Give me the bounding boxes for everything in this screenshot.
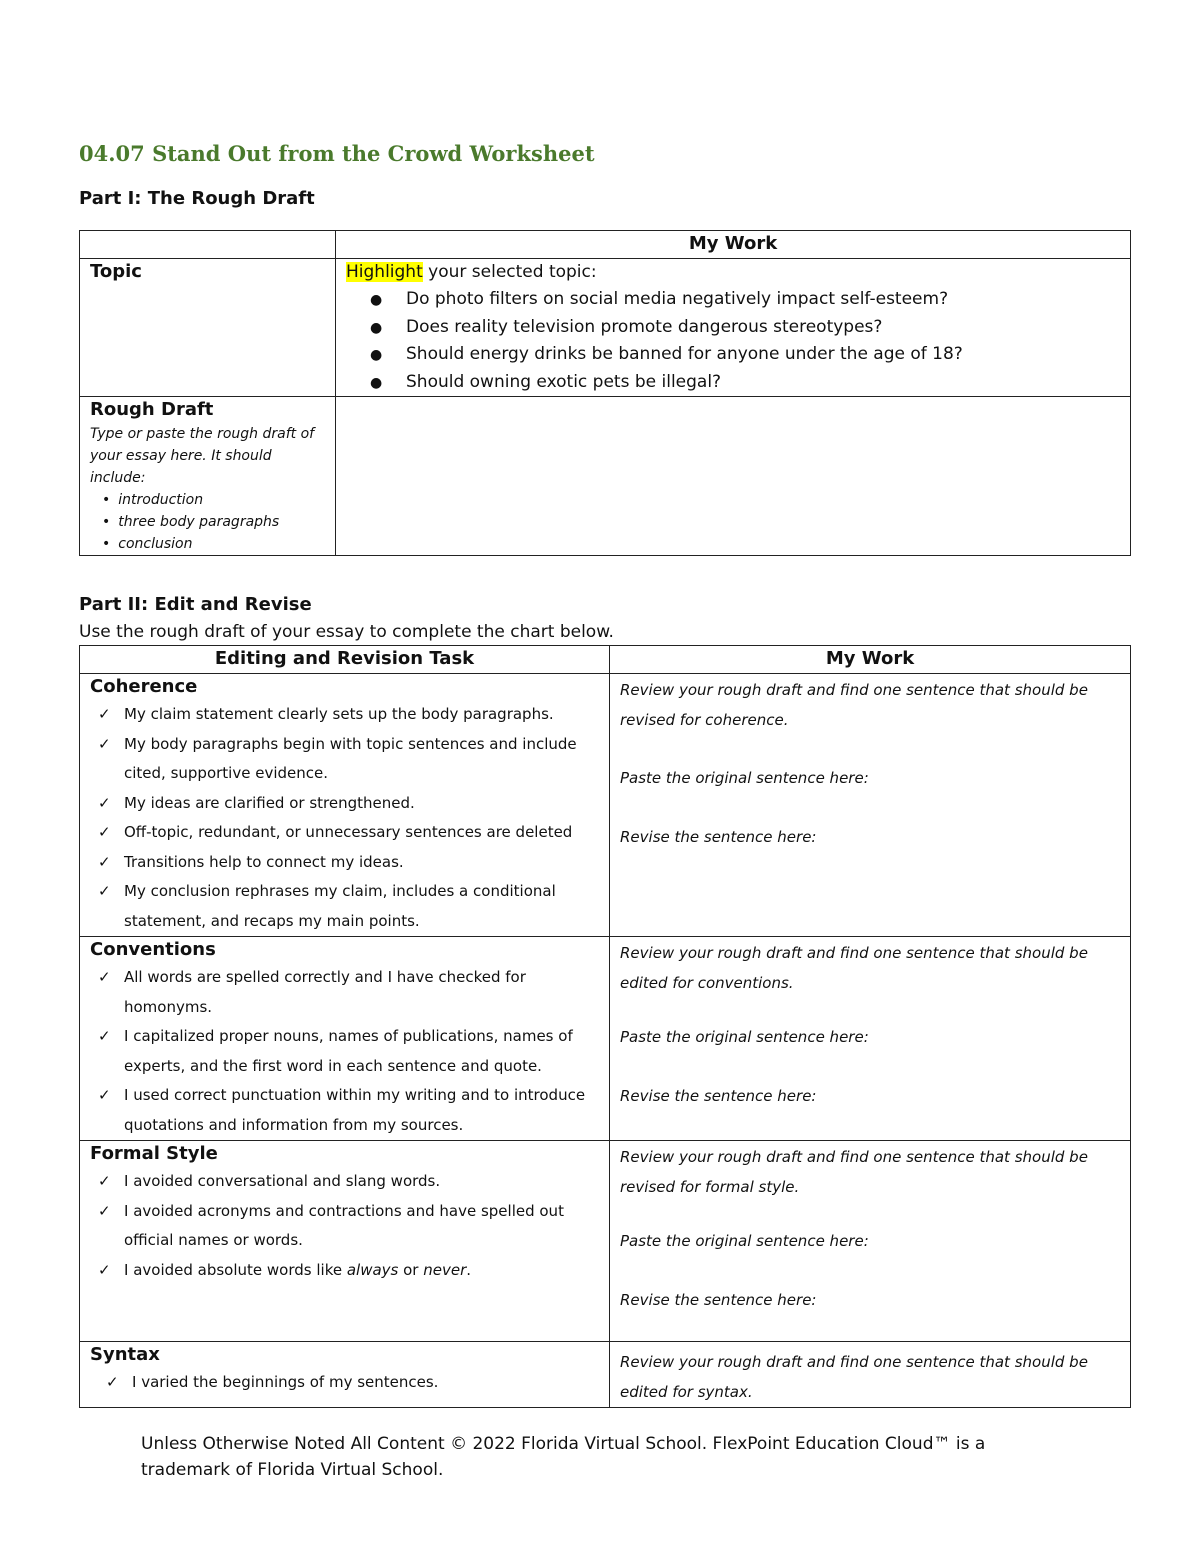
topic-label: Topic	[90, 261, 142, 282]
syntax-checklist	[90, 1368, 599, 1398]
checkmark-icon: ✓	[98, 1260, 111, 1279]
my-work-header: My Work	[336, 231, 1131, 259]
checkmark-icon: ✓	[98, 882, 111, 900]
rough-draft-requirements	[90, 489, 325, 555]
checklist-item: ✓ I avoided conversational and slang words.	[98, 1167, 599, 1197]
conventions-row	[80, 937, 1131, 1141]
coherence-work-cell[interactable]	[610, 674, 1131, 937]
checklist-item: ✓ My body paragraphs begin with topic sentences and include cited, supportive evidence.	[98, 730, 599, 789]
paste-label: Paste the original sentence here:	[620, 1028, 869, 1046]
coherence-row	[80, 674, 1131, 937]
formal-style-prompt: Review your rough draft and find one sentence that should be revised for formal style.	[620, 1148, 1088, 1196]
checkmark-icon: ✓	[98, 1172, 111, 1190]
conventions-checklist	[90, 963, 599, 1140]
part-2-heading: Part II: Edit and Revise	[79, 594, 312, 615]
list-item: • three body paragraphs	[102, 511, 325, 533]
coherence-checklist	[90, 700, 599, 936]
checkmark-icon: ✓	[98, 1027, 111, 1045]
bullet-icon: ●	[370, 374, 383, 391]
task-header: Editing and Revision Task	[80, 646, 610, 674]
formal-style-row	[80, 1141, 1131, 1342]
conventions-title: Conventions	[90, 939, 216, 960]
checkmark-icon: ✓	[98, 1201, 111, 1220]
checkmark-icon: ✓	[106, 1373, 119, 1391]
checklist-item: ✓ I avoided acronyms and contractions and have spelled out official names or words.	[98, 1197, 599, 1256]
syntax-work-cell[interactable]	[610, 1342, 1131, 1408]
checklist-item: ✓ My claim statement clearly sets up the body paragraphs.	[98, 700, 599, 730]
conventions-work-cell[interactable]	[610, 937, 1131, 1141]
rough-draft-label: Rough Draft	[90, 399, 214, 420]
bullet-icon: ●	[370, 292, 383, 308]
checklist-item: ✓ My conclusion rephrases my claim, includes a conditional statement, and recaps my main points.	[98, 877, 599, 936]
formal-style-work-cell[interactable]	[610, 1141, 1131, 1342]
topic-option[interactable]: ● Should energy drinks be banned for anyone under the age of 18?	[370, 341, 1120, 369]
checklist-item: ✓ I capitalized proper nouns, names of publications, names of experts, and the first word in each sentence and quote.	[98, 1022, 599, 1081]
formal-style-checklist	[90, 1167, 599, 1285]
syntax-row	[80, 1342, 1131, 1408]
checkmark-icon: ✓	[98, 1086, 111, 1104]
checkmark-icon: ✓	[98, 968, 111, 986]
syntax-title: Syntax	[90, 1344, 160, 1365]
rough-draft-instructions: Type or paste the rough draft of your essay here. It should include:	[90, 426, 315, 486]
copyright-footer: Unless Otherwise Noted All Content © 2022 Florida Virtual School. FlexPoint Education Cloud™ is a trademark of Florida Virtual School.	[141, 1434, 986, 1480]
checkmark-icon: ✓	[98, 734, 111, 753]
formal-style-title: Formal Style	[90, 1143, 218, 1164]
rough-draft-input-cell[interactable]	[336, 397, 1131, 556]
coherence-prompt: Review your rough draft and find one sentence that should be revised for coherence.	[620, 681, 1088, 729]
paste-label: Paste the original sentence here:	[620, 1232, 869, 1250]
topic-options	[346, 286, 1120, 396]
table-header-row	[80, 646, 1131, 674]
revise-label: Revise the sentence here:	[620, 1086, 817, 1105]
checklist-item: ✓ Transitions help to connect my ideas.	[98, 848, 599, 878]
checklist-item: ✓ My ideas are clarified or strengthened.	[98, 789, 599, 819]
bullet-icon: ●	[370, 319, 383, 336]
revise-label: Revise the sentence here:	[620, 827, 817, 846]
checkmark-icon: ✓	[98, 705, 111, 723]
my-work-header: My Work	[610, 646, 1131, 674]
topic-option[interactable]: ● Should owning exotic pets be illegal?	[370, 369, 1120, 397]
topic-instruction: Highlight your selected topic:	[346, 262, 597, 282]
checklist-item: ✓ I avoided absolute words like always or never.	[98, 1256, 599, 1286]
topic-option[interactable]: ● Does reality television promote dangerous stereotypes?	[370, 314, 1120, 342]
empty-header-cell	[80, 231, 336, 259]
paste-label: Paste the original sentence here:	[620, 769, 869, 787]
checklist-item: ✓ I varied the beginnings of my sentences.	[106, 1368, 599, 1398]
bullet-icon: ●	[370, 347, 383, 363]
topic-cell[interactable]	[336, 259, 1131, 397]
highlight-word: Highlight	[346, 262, 423, 282]
part-2-instruction: Use the rough draft of your essay to complete the chart below.	[79, 622, 614, 642]
checkmark-icon: ✓	[98, 823, 111, 841]
conventions-prompt: Review your rough draft and find one sentence that should be edited for conventions.	[620, 944, 1088, 992]
list-item: • introduction	[102, 489, 325, 511]
list-item: • conclusion	[102, 533, 325, 555]
rough-draft-row	[80, 397, 1131, 556]
edit-revise-table	[79, 645, 1131, 1408]
table-header-row	[80, 231, 1131, 259]
checklist-item: ✓ I used correct punctuation within my writing and to introduce quotations and information from my sources.	[98, 1081, 599, 1140]
checklist-item: ✓ Off-topic, redundant, or unnecessary sentences are deleted	[98, 818, 599, 848]
checklist-item: ✓ All words are spelled correctly and I have checked for homonyms.	[98, 963, 599, 1022]
syntax-prompt: Review your rough draft and find one sentence that should be edited for syntax.	[620, 1353, 1088, 1401]
coherence-title: Coherence	[90, 676, 198, 697]
topic-option[interactable]: ● Do photo filters on social media negatively impact self-esteem?	[370, 286, 1120, 314]
revise-label: Revise the sentence here:	[620, 1290, 817, 1309]
part-1-heading: Part I: The Rough Draft	[79, 188, 315, 209]
topic-row	[80, 259, 1131, 397]
rough-draft-table	[79, 230, 1131, 556]
page-title: 04.07 Stand Out from the Crowd Worksheet	[79, 141, 595, 166]
checkmark-icon: ✓	[98, 793, 111, 812]
checkmark-icon: ✓	[98, 852, 111, 871]
